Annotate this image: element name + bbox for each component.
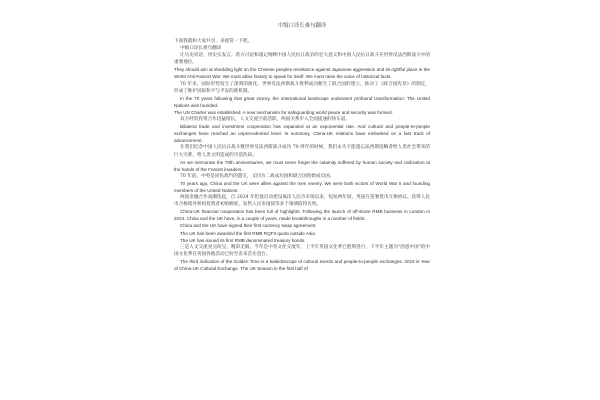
paragraph: 两国金融合作高潮迭起，自 2024 年伦敦启动建设离岸人民币市场以来，短短两年间，英国在签署货币互换协议、获得人民币合格境外机构投资者初始额度、发售人民币国债等多个领域取得先机。 [174, 195, 430, 208]
document-body [174, 38, 430, 272]
paragraph: 让历史说话，用史实发言。希方讨论和谨记阐释中国人民抗日战争的宏大意义和中国人民抗日战斗在世界反法西斯战斗中的重要地位。 [174, 53, 430, 66]
paragraph: 下面我就和大家共享，来观赏一下吧。 [174, 39, 253, 44]
paragraph: 70 年来，国际形势发生了深刻的演化。世界反法西斯战斗胜利成功催生了联合国的建立，推动了《联合国宪章》的制定，形成了维护国际和平与平安的新机制。 [174, 81, 430, 94]
paragraph: The UK has issued its first RMB denominated treasury bonds. [180, 237, 306, 243]
paragraph: 70 years ago, China and the UK were allies against the men enemy. We were both victors of World War II and founding members of the United Nations. [174, 180, 430, 193]
paragraph: They should aim at shedding light on the Chinese peoples resistance against Japanese aggression and its rightful place in the World Anti-Fascist War. We must allow history to speak for itself. We must raise the voice of historical facts. [174, 67, 430, 80]
page-title: 中级口译长难句翻译 [277, 23, 327, 29]
paragraph: The UN Charter was established. A new mechanism for safeguarding world peace and security was formed. [174, 109, 393, 115]
paragraph: The third indication of the Golden Time is a kaleidoscope of cultural events and people-to-people exchanges. 2024 is Year of China-UK Cultural Exchange. The UK Season in the first half of [174, 258, 430, 271]
paragraph: As we memorate the 70th anniversaries, we must never forget the calamity suffered by human society and civilization at the hands of the Fascist invaders. [174, 159, 430, 172]
paragraph: In the 70 years following that great victory, the international landscape underwent profound transformation: The United Nations was founded. [174, 95, 430, 108]
paragraph: China-UK financial cooperation has been full of highlights. Following the launch of off-shore RMB business in London in 2024, China and the UK have, in a couple of years, made breakthroughs in a number of fields: [174, 209, 430, 222]
paragraph: Bilateral trade and investment cooperation has expanded at an exponential rate. And cultural and people-to-people exchanges have reached an unprecedented level. In summary, China-UK relations have embarked on a fast track of advancement. [174, 124, 430, 144]
paragraph: 双方经贸投资合作迅猛增长，人文交流空前活跃，两国关系步入全面提速的快车道。 [180, 117, 350, 123]
paragraph: The UK has been awarded the first RMB RQFII quota outside Asia. [180, 230, 317, 236]
paragraph: 中级口译长难句翻译 [180, 46, 222, 52]
paragraph: 三是人文交流亮点纷呈，精彩无限。今年是中英文化交流年，上半年英国文化季已胜利进行，下半年主题为"创意中国"的中国文化季在英国各地活动已纷至沓来首先登台。 [174, 244, 430, 257]
paragraph: 70 年前，中英是同仇敌忾的盟友，又同为二战成功国和联合国创始成员国。 [180, 173, 335, 179]
paragraph: 在我们纪念中国人民抗日战斗暨世界反法西斯战斗成功 70 周年的时候，我们永失不能遗忘法西斯侵略者给人类社会带来的巨大灾难，给人类文明造成的空前浩劫。 [174, 145, 430, 158]
paragraph: China and the UK have signed their first currency swap agreement. [180, 223, 317, 229]
